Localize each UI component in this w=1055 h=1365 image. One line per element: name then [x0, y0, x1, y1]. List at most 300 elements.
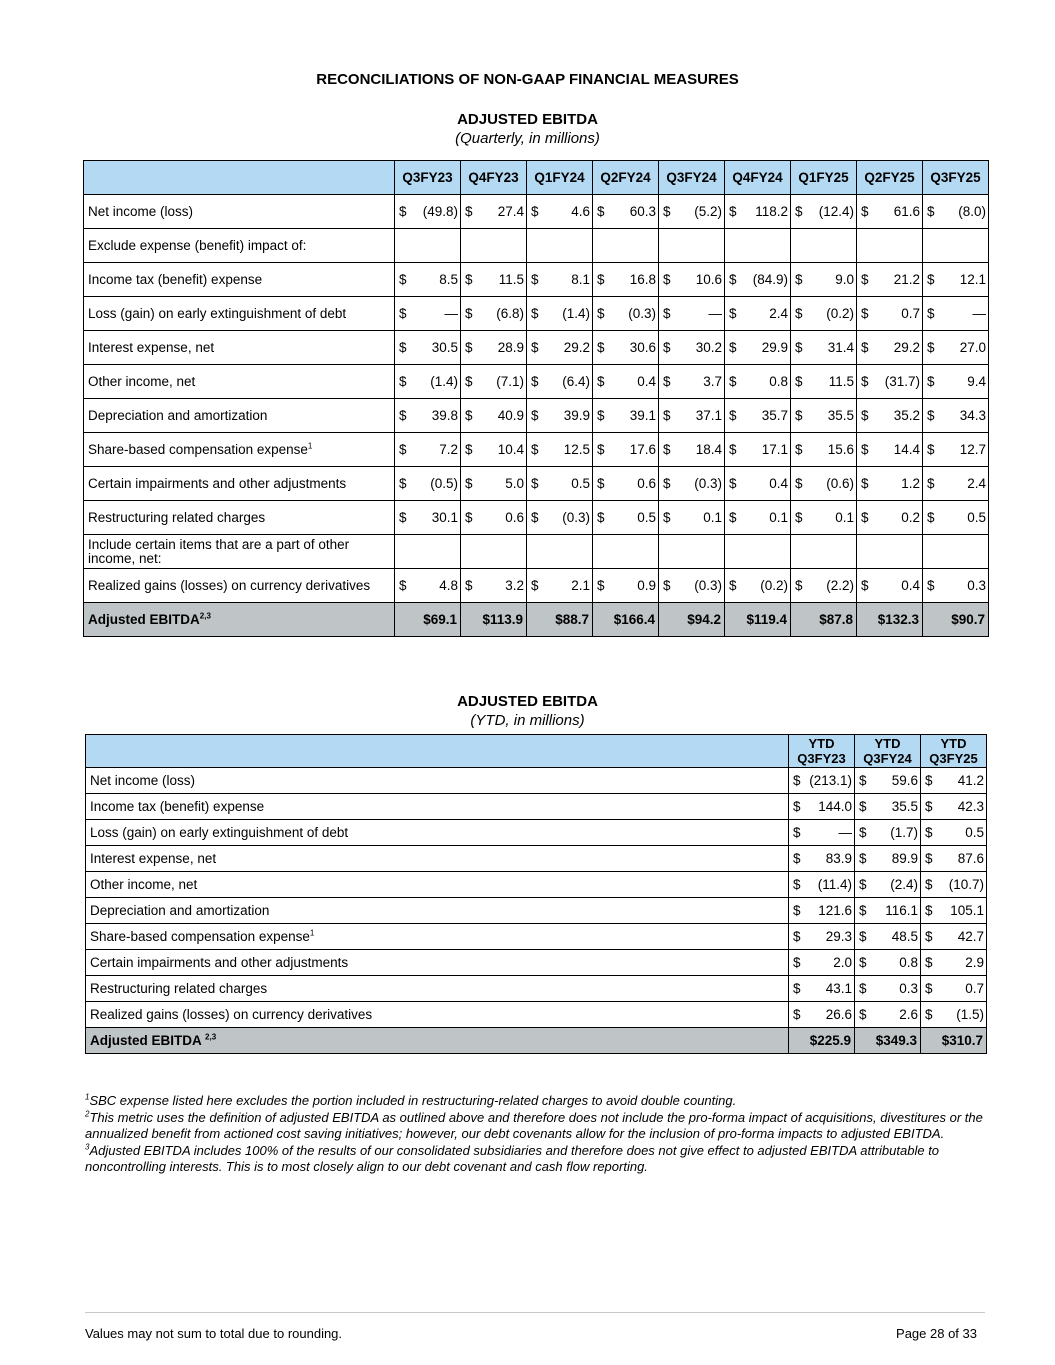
value-cell: [923, 535, 989, 569]
currency-symbol: $: [729, 340, 737, 355]
value-cell: [461, 399, 527, 433]
value-cell: [593, 365, 659, 399]
table-row: [86, 820, 987, 846]
value-cell: [789, 1002, 855, 1028]
currency-symbol: $: [861, 578, 869, 593]
currency-symbol: $: [793, 981, 801, 996]
currency-symbol: $: [861, 408, 869, 423]
value-cell: [789, 768, 855, 794]
value-cell: [725, 195, 791, 229]
total-value-cell: $166.4: [593, 603, 659, 637]
cell-value: 2.1: [571, 578, 590, 593]
value-cell: [791, 297, 857, 331]
table-row: [84, 569, 989, 603]
value-cell: [659, 331, 725, 365]
cell-value: 12.1: [959, 272, 986, 287]
currency-symbol: $: [925, 825, 933, 840]
footnote: [85, 1093, 990, 1110]
cell-value: 39.1: [629, 408, 656, 423]
row-label: [84, 603, 395, 637]
currency-symbol: $: [531, 476, 539, 491]
cell-value: (0.5): [430, 476, 458, 491]
row-label-text: Net income (loss): [90, 773, 196, 788]
currency-symbol: $: [399, 578, 407, 593]
currency-symbol: $: [925, 981, 933, 996]
currency-symbol: $: [399, 442, 407, 457]
currency-symbol: $: [925, 903, 933, 918]
cell-value: (2.2): [826, 578, 854, 593]
currency-symbol: $: [795, 442, 803, 457]
currency-symbol: $: [531, 272, 539, 287]
row-label: [84, 399, 395, 433]
cell-value: 12.5: [563, 442, 590, 457]
cell-value: 17.6: [629, 442, 656, 457]
row-label: [86, 872, 789, 898]
row-label: [84, 501, 395, 535]
value-cell: [857, 569, 923, 603]
cell-value: 0.5: [637, 510, 656, 525]
column-header-text: Q3FY23: [797, 751, 846, 766]
total-value-cell: $132.3: [857, 603, 923, 637]
currency-symbol: $: [597, 442, 605, 457]
cell-value: 10.4: [497, 442, 524, 457]
cell-value: (0.3): [694, 578, 722, 593]
quarterly-table-subtitle: (Quarterly, in millions): [455, 130, 600, 147]
cell-value: 105.1: [950, 903, 984, 918]
cell-value: 0.5: [967, 510, 986, 525]
value-cell: [461, 229, 527, 263]
currency-symbol: $: [597, 306, 605, 321]
value-cell: [461, 569, 527, 603]
row-label-text: Loss (gain) on early extinguishment of debt: [90, 825, 349, 840]
value-cell: [659, 535, 725, 569]
cell-value: 2.9: [965, 955, 984, 970]
cell-value: —: [444, 306, 458, 321]
cell-value: 42.7: [957, 929, 984, 944]
value-cell: [725, 501, 791, 535]
currency-symbol: $: [597, 374, 605, 389]
table-row: [84, 433, 989, 467]
value-cell: [855, 1002, 921, 1028]
total-row: [86, 1028, 987, 1054]
value-cell: [395, 297, 461, 331]
value-cell: [659, 399, 725, 433]
cell-value: —: [708, 306, 722, 321]
value-cell: [791, 229, 857, 263]
cell-value: 16.8: [629, 272, 656, 287]
value-cell: [791, 399, 857, 433]
column-header: Q1FY24: [527, 161, 593, 195]
table-row: [84, 297, 989, 331]
value-cell: [593, 467, 659, 501]
currency-symbol: $: [793, 1007, 801, 1022]
cell-value: (10.7): [948, 877, 984, 892]
cell-value: 34.3: [959, 408, 986, 423]
value-cell: [593, 297, 659, 331]
value-cell: [725, 229, 791, 263]
cell-value: 40.9: [497, 408, 524, 423]
value-cell: [659, 263, 725, 297]
cell-value: (0.3): [694, 476, 722, 491]
value-cell: [527, 501, 593, 535]
currency-symbol: $: [465, 442, 473, 457]
currency-symbol: $: [663, 340, 671, 355]
value-cell: [659, 467, 725, 501]
currency-symbol: $: [531, 408, 539, 423]
cell-value: 8.5: [439, 272, 458, 287]
currency-symbol: $: [859, 1007, 867, 1022]
value-cell: [395, 365, 461, 399]
currency-symbol: $: [729, 442, 737, 457]
column-header-text: Q3FY25: [929, 751, 978, 766]
row-label-text: Share-based compensation expense: [88, 442, 308, 457]
cell-value: 0.3: [967, 578, 986, 593]
row-label-text: Interest expense, net: [88, 340, 215, 355]
currency-symbol: $: [663, 578, 671, 593]
cell-value: 30.6: [629, 340, 656, 355]
value-cell: [395, 467, 461, 501]
currency-symbol: $: [861, 340, 869, 355]
value-cell: [395, 433, 461, 467]
currency-symbol: $: [729, 204, 737, 219]
quarterly-table-title: ADJUSTED EBITDA: [457, 111, 598, 128]
value-cell: [527, 263, 593, 297]
value-cell: [527, 365, 593, 399]
value-cell: [923, 229, 989, 263]
cell-value: 48.5: [891, 929, 918, 944]
currency-symbol: $: [795, 510, 803, 525]
value-cell: [659, 297, 725, 331]
cell-value: 0.1: [835, 510, 854, 525]
footnote-text: SBC expense listed here excludes the portion included in restructuring-related charges to avoid double counting.: [89, 1093, 737, 1108]
currency-symbol: $: [729, 306, 737, 321]
value-cell: [527, 297, 593, 331]
cell-value: (31.7): [884, 374, 920, 389]
footnote-text: Adjusted EBITDA includes 100% of the results of our consolidated subsidiaries and therefore does not give effect to adjusted EBITDA attributable to noncontrolling interests. This is to most closely align to our debt covenant and cash flow reporting.: [85, 1142, 940, 1175]
currency-symbol: $: [925, 877, 933, 892]
value-cell: [593, 501, 659, 535]
cell-value: 0.6: [637, 476, 656, 491]
total-value-cell: $94.2: [659, 603, 725, 637]
cell-value: (8.0): [958, 204, 986, 219]
row-label-text: Include certain items that are a part of other income, net:: [88, 536, 350, 566]
total-value-cell: $87.8: [791, 603, 857, 637]
currency-symbol: $: [531, 510, 539, 525]
currency-symbol: $: [531, 374, 539, 389]
row-label: [86, 1002, 789, 1028]
currency-symbol: $: [663, 476, 671, 491]
cell-value: 37.1: [695, 408, 722, 423]
row-label-text: Adjusted EBITDA: [88, 612, 200, 627]
cell-value: 0.8: [769, 374, 788, 389]
value-cell: [791, 433, 857, 467]
currency-symbol: $: [399, 374, 407, 389]
value-cell: [857, 365, 923, 399]
row-label: [84, 263, 395, 297]
cell-value: 29.2: [893, 340, 920, 355]
row-label-text: Realized gains (losses) on currency derivatives: [90, 1007, 373, 1022]
value-cell: [923, 433, 989, 467]
row-label: [86, 924, 789, 950]
value-cell: [855, 950, 921, 976]
total-value-cell: $88.7: [527, 603, 593, 637]
column-header-text: YTD: [940, 736, 967, 751]
column-header: [789, 735, 855, 768]
value-cell: [659, 195, 725, 229]
value-cell: [791, 331, 857, 365]
table-row: [84, 399, 989, 433]
cell-value: 60.3: [629, 204, 656, 219]
currency-symbol: $: [597, 408, 605, 423]
row-label: [84, 297, 395, 331]
cell-value: (49.8): [422, 204, 458, 219]
currency-symbol: $: [465, 374, 473, 389]
footer-divider: [85, 1312, 985, 1313]
value-cell: [857, 399, 923, 433]
footnote-ref: 2,3: [199, 611, 211, 621]
currency-symbol: $: [795, 306, 803, 321]
currency-symbol: $: [795, 340, 803, 355]
value-cell: [725, 467, 791, 501]
value-cell: [593, 195, 659, 229]
table-row: [86, 950, 987, 976]
table-row: [86, 846, 987, 872]
currency-symbol: $: [399, 476, 407, 491]
value-cell: [857, 535, 923, 569]
cell-value: 0.7: [965, 981, 984, 996]
value-cell: [725, 331, 791, 365]
value-cell: [921, 976, 987, 1002]
currency-symbol: $: [859, 773, 867, 788]
table-row: [86, 768, 987, 794]
cell-value: 30.2: [695, 340, 722, 355]
value-cell: [791, 569, 857, 603]
cell-value: 121.6: [818, 903, 852, 918]
cell-value: (11.4): [817, 877, 852, 892]
currency-symbol: $: [859, 955, 867, 970]
cell-value: 30.5: [431, 340, 458, 355]
cell-value: 30.1: [431, 510, 458, 525]
cell-value: 118.2: [755, 204, 788, 219]
currency-symbol: $: [531, 306, 539, 321]
currency-symbol: $: [729, 476, 737, 491]
cell-value: 9.0: [835, 272, 854, 287]
cell-value: 35.2: [893, 408, 920, 423]
value-cell: [461, 331, 527, 365]
value-cell: [923, 365, 989, 399]
currency-symbol: $: [861, 306, 869, 321]
cell-value: 1.2: [901, 476, 920, 491]
currency-symbol: $: [925, 773, 933, 788]
row-label-text: Depreciation and amortization: [88, 408, 268, 423]
row-label-text: Interest expense, net: [90, 851, 217, 866]
currency-symbol: $: [859, 877, 867, 892]
value-cell: [921, 872, 987, 898]
cell-value: 61.6: [893, 204, 920, 219]
value-cell: [461, 195, 527, 229]
currency-symbol: $: [861, 374, 869, 389]
currency-symbol: $: [859, 929, 867, 944]
value-cell: [789, 872, 855, 898]
value-cell: [923, 263, 989, 297]
cell-value: 35.7: [761, 408, 788, 423]
cell-value: 0.8: [899, 955, 918, 970]
table-row: [86, 976, 987, 1002]
value-cell: [855, 872, 921, 898]
row-label: [86, 846, 789, 872]
value-cell: [527, 569, 593, 603]
value-cell: [593, 263, 659, 297]
value-cell: [921, 820, 987, 846]
cell-value: (0.2): [826, 306, 854, 321]
cell-value: 0.4: [901, 578, 920, 593]
cell-value: 2.4: [967, 476, 986, 491]
footnote: [85, 1143, 990, 1176]
column-header: Q3FY23: [395, 161, 461, 195]
value-cell: [857, 433, 923, 467]
currency-symbol: $: [663, 204, 671, 219]
cell-value: 11.5: [498, 272, 524, 287]
ytd-table-subtitle: (YTD, in millions): [470, 712, 585, 729]
header-label-cell: [86, 735, 789, 768]
value-cell: [593, 331, 659, 365]
value-cell: [659, 365, 725, 399]
value-cell: [461, 433, 527, 467]
currency-symbol: $: [859, 799, 867, 814]
cell-value: 5.0: [505, 476, 524, 491]
column-header: Q3FY24: [659, 161, 725, 195]
currency-symbol: $: [597, 578, 605, 593]
value-cell: [659, 569, 725, 603]
cell-value: 43.1: [825, 981, 852, 996]
cell-value: 8.1: [571, 272, 590, 287]
ytd-table-title: ADJUSTED EBITDA: [457, 693, 598, 710]
cell-value: (1.5): [956, 1007, 984, 1022]
cell-value: 28.9: [497, 340, 524, 355]
column-header-text: YTD: [808, 736, 835, 751]
column-header: Q2FY25: [857, 161, 923, 195]
table-row: [84, 535, 989, 569]
cell-value: 31.4: [827, 340, 854, 355]
cell-value: 144.0: [818, 799, 852, 814]
currency-symbol: $: [597, 204, 605, 219]
currency-symbol: $: [663, 306, 671, 321]
value-cell: [461, 467, 527, 501]
value-cell: [855, 976, 921, 1002]
cell-value: 0.2: [901, 510, 920, 525]
row-label-text: Realized gains (losses) on currency derivatives: [88, 578, 371, 593]
column-header-text: YTD: [874, 736, 901, 751]
value-cell: [659, 229, 725, 263]
value-cell: [921, 1002, 987, 1028]
row-label: [86, 1028, 789, 1054]
currency-symbol: $: [927, 476, 935, 491]
value-cell: [791, 501, 857, 535]
total-value-cell: $225.9: [789, 1028, 855, 1054]
total-value-cell: $349.3: [855, 1028, 921, 1054]
table-row: [86, 924, 987, 950]
value-cell: [923, 331, 989, 365]
currency-symbol: $: [793, 799, 801, 814]
cell-value: 10.6: [695, 272, 722, 287]
value-cell: [527, 399, 593, 433]
value-cell: [461, 365, 527, 399]
cell-value: 29.3: [825, 929, 852, 944]
currency-symbol: $: [925, 851, 933, 866]
currency-symbol: $: [927, 578, 935, 593]
cell-value: 21.2: [893, 272, 920, 287]
table-row: [86, 898, 987, 924]
currency-symbol: $: [531, 578, 539, 593]
total-value-cell: $113.9: [461, 603, 527, 637]
row-label: [84, 229, 395, 263]
value-cell: [659, 433, 725, 467]
value-cell: [789, 846, 855, 872]
value-cell: [789, 820, 855, 846]
currency-symbol: $: [927, 340, 935, 355]
row-label: [86, 794, 789, 820]
cell-value: 42.3: [957, 799, 984, 814]
value-cell: [791, 195, 857, 229]
currency-symbol: $: [927, 204, 935, 219]
row-label: [86, 950, 789, 976]
footnote-mark: 1: [85, 1092, 90, 1102]
currency-symbol: $: [793, 773, 801, 788]
column-header: Q1FY25: [791, 161, 857, 195]
currency-symbol: $: [793, 929, 801, 944]
value-cell: [855, 846, 921, 872]
value-cell: [593, 569, 659, 603]
currency-symbol: $: [597, 510, 605, 525]
cell-value: (84.9): [752, 272, 788, 287]
currency-symbol: $: [795, 272, 803, 287]
cell-value: (1.4): [430, 374, 458, 389]
currency-symbol: $: [465, 306, 473, 321]
value-cell: [461, 263, 527, 297]
value-cell: [395, 195, 461, 229]
page-title: RECONCILIATIONS OF NON-GAAP FINANCIAL MEASURES: [316, 71, 739, 88]
row-label-text: Certain impairments and other adjustments: [88, 476, 347, 491]
value-cell: [921, 950, 987, 976]
value-cell: [855, 898, 921, 924]
value-cell: [395, 501, 461, 535]
currency-symbol: $: [793, 851, 801, 866]
column-header: [855, 735, 921, 768]
value-cell: [857, 331, 923, 365]
currency-symbol: $: [925, 955, 933, 970]
currency-symbol: $: [927, 510, 935, 525]
column-header: Q2FY24: [593, 161, 659, 195]
cell-value: (213.1): [809, 773, 852, 788]
row-label: [84, 433, 395, 467]
currency-symbol: $: [729, 578, 737, 593]
value-cell: [921, 924, 987, 950]
value-cell: [527, 535, 593, 569]
value-cell: [791, 365, 857, 399]
cell-value: 39.9: [563, 408, 590, 423]
row-label: [84, 535, 395, 569]
value-cell: [923, 569, 989, 603]
row-label-text: Other income, net: [88, 374, 196, 389]
cell-value: 0.4: [637, 374, 656, 389]
currency-symbol: $: [793, 825, 801, 840]
currency-symbol: $: [927, 442, 935, 457]
value-cell: [395, 331, 461, 365]
currency-symbol: $: [859, 981, 867, 996]
currency-symbol: $: [795, 374, 803, 389]
currency-symbol: $: [861, 272, 869, 287]
row-label-text: Restructuring related charges: [90, 981, 268, 996]
